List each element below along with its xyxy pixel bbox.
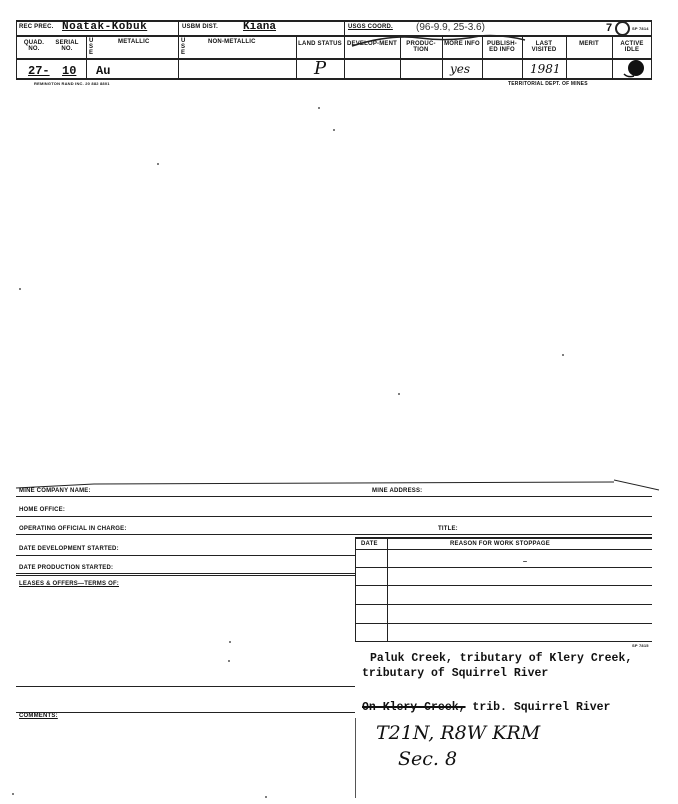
speck bbox=[523, 561, 527, 562]
corner-mark: 7 bbox=[606, 22, 613, 34]
published-info-label: PUBLISH-ED INFO bbox=[487, 41, 517, 53]
rec-prec-label: REC PREC. bbox=[19, 24, 54, 30]
note-line-2: tributary of Squirrel River bbox=[362, 667, 549, 680]
margin-line bbox=[355, 718, 356, 798]
speck bbox=[562, 354, 564, 356]
table-top-rule bbox=[355, 537, 652, 539]
mine-company-label: MINE COMPANY NAME: bbox=[19, 488, 91, 494]
date-production-label: DATE PRODUCTION STARTED: bbox=[19, 565, 114, 571]
speck bbox=[333, 129, 335, 131]
form-number: SP 7814 bbox=[632, 26, 649, 31]
col-line bbox=[651, 20, 652, 80]
home-office-label: HOME OFFICE: bbox=[19, 507, 66, 513]
mine-address-label: MINE ADDRESS: bbox=[372, 488, 423, 494]
land-status-label: LAND STATUS bbox=[298, 41, 342, 47]
table-row-line bbox=[355, 585, 652, 586]
handwritten-location: T21N, R8W KRM bbox=[376, 722, 541, 744]
more-info-value: yes bbox=[450, 62, 471, 76]
table-row-line bbox=[355, 623, 652, 624]
production-label: PRODUC-TION bbox=[406, 41, 436, 53]
circle-stamp bbox=[615, 21, 630, 36]
col-line bbox=[612, 37, 613, 80]
table-row-line bbox=[355, 604, 652, 605]
col-line bbox=[86, 37, 87, 80]
card-top-edge bbox=[14, 474, 666, 492]
header-row-divider bbox=[16, 35, 652, 37]
note-line-1: Paluk Creek, tributary of Klery Creek, bbox=[370, 652, 633, 665]
more-info-label: MORE INFO bbox=[444, 41, 480, 47]
col-line bbox=[344, 20, 345, 80]
title-label: TITLE: bbox=[438, 526, 458, 532]
rule bbox=[16, 686, 355, 687]
note-line-3-rest: trib. Squirrel River bbox=[465, 701, 611, 714]
active-stamp-icon bbox=[622, 56, 646, 80]
usgs-coord-value: (96-9.9, 25-3.6) bbox=[416, 22, 485, 33]
form-number-2: SP 7815 bbox=[632, 643, 649, 648]
operating-official-label: OPERATING OFFICIAL IN CHARGE: bbox=[19, 526, 127, 532]
quad-label: QUAD. NO. bbox=[23, 40, 45, 52]
serial-label: SERIAL NO. bbox=[55, 40, 79, 52]
active-idle-label: ACTIVE IDLE bbox=[620, 41, 644, 53]
col-line bbox=[16, 20, 17, 80]
bottom-border bbox=[16, 78, 652, 80]
rule bbox=[16, 712, 355, 713]
reason-column-label: REASON FOR WORK STOPPAGE bbox=[450, 541, 550, 547]
use-label-nonmetallic: U S E bbox=[181, 38, 186, 56]
development-label: DEVELOP-MENT bbox=[346, 41, 398, 47]
table-row-line bbox=[355, 549, 652, 550]
serial-value: 10 bbox=[62, 64, 77, 78]
table-row-line bbox=[355, 641, 652, 642]
struck-text: On Klery Creek, bbox=[362, 701, 466, 714]
table-date-line bbox=[387, 537, 388, 642]
usbm-dist-value: Kiana bbox=[243, 21, 277, 33]
rule bbox=[16, 534, 652, 535]
rule bbox=[16, 496, 652, 497]
leases-label: LEASES & OFFERS—TERMS OF: bbox=[19, 581, 120, 587]
dept-line: TERRITORIAL DEPT. OF MINES bbox=[508, 81, 588, 87]
speck bbox=[318, 107, 320, 109]
speck bbox=[228, 660, 230, 662]
speck bbox=[265, 796, 267, 798]
quad-value: 27- bbox=[28, 64, 50, 78]
handwritten-section: Sec. 8 bbox=[398, 748, 458, 770]
col-line bbox=[566, 37, 567, 80]
date-development-label: DATE DEVELOPMENT STARTED: bbox=[19, 546, 119, 552]
col-line bbox=[178, 20, 179, 80]
rule bbox=[16, 575, 355, 576]
speck bbox=[19, 288, 21, 290]
rec-prec-value: Noatak-Kobuk bbox=[62, 21, 148, 33]
use-label-metallic: U S E bbox=[89, 38, 94, 56]
table-row-line bbox=[355, 567, 652, 568]
col-line bbox=[296, 37, 297, 80]
comments-label: COMMENTS: bbox=[19, 713, 58, 719]
usgs-coord-label: USGS COORD. bbox=[348, 24, 393, 30]
last-visited-value: 1981 bbox=[530, 62, 561, 76]
note-line-3 bbox=[362, 701, 610, 714]
last-visited-label: LAST VISITED bbox=[531, 41, 557, 53]
speck bbox=[12, 793, 14, 795]
merit-label: MERIT bbox=[579, 41, 599, 47]
speck bbox=[229, 641, 231, 643]
metallic-value: Au bbox=[96, 64, 111, 78]
scribble-mark bbox=[350, 28, 530, 50]
land-status-value: P bbox=[314, 58, 327, 79]
rule bbox=[16, 555, 355, 556]
speck bbox=[398, 393, 400, 395]
nonmetallic-label: NON-METALLIC bbox=[208, 39, 256, 45]
table-left-line bbox=[355, 537, 356, 642]
metallic-label: METALLIC bbox=[118, 39, 150, 45]
date-column-label: DATE bbox=[361, 541, 378, 547]
printer-line: REMINGTON RAND INC. 20 882 8801 bbox=[34, 81, 110, 86]
rule bbox=[16, 516, 652, 517]
usbm-dist-label: USBM DIST. bbox=[182, 24, 219, 30]
rule bbox=[16, 573, 355, 574]
speck bbox=[157, 163, 159, 165]
label-row-divider bbox=[16, 58, 652, 60]
